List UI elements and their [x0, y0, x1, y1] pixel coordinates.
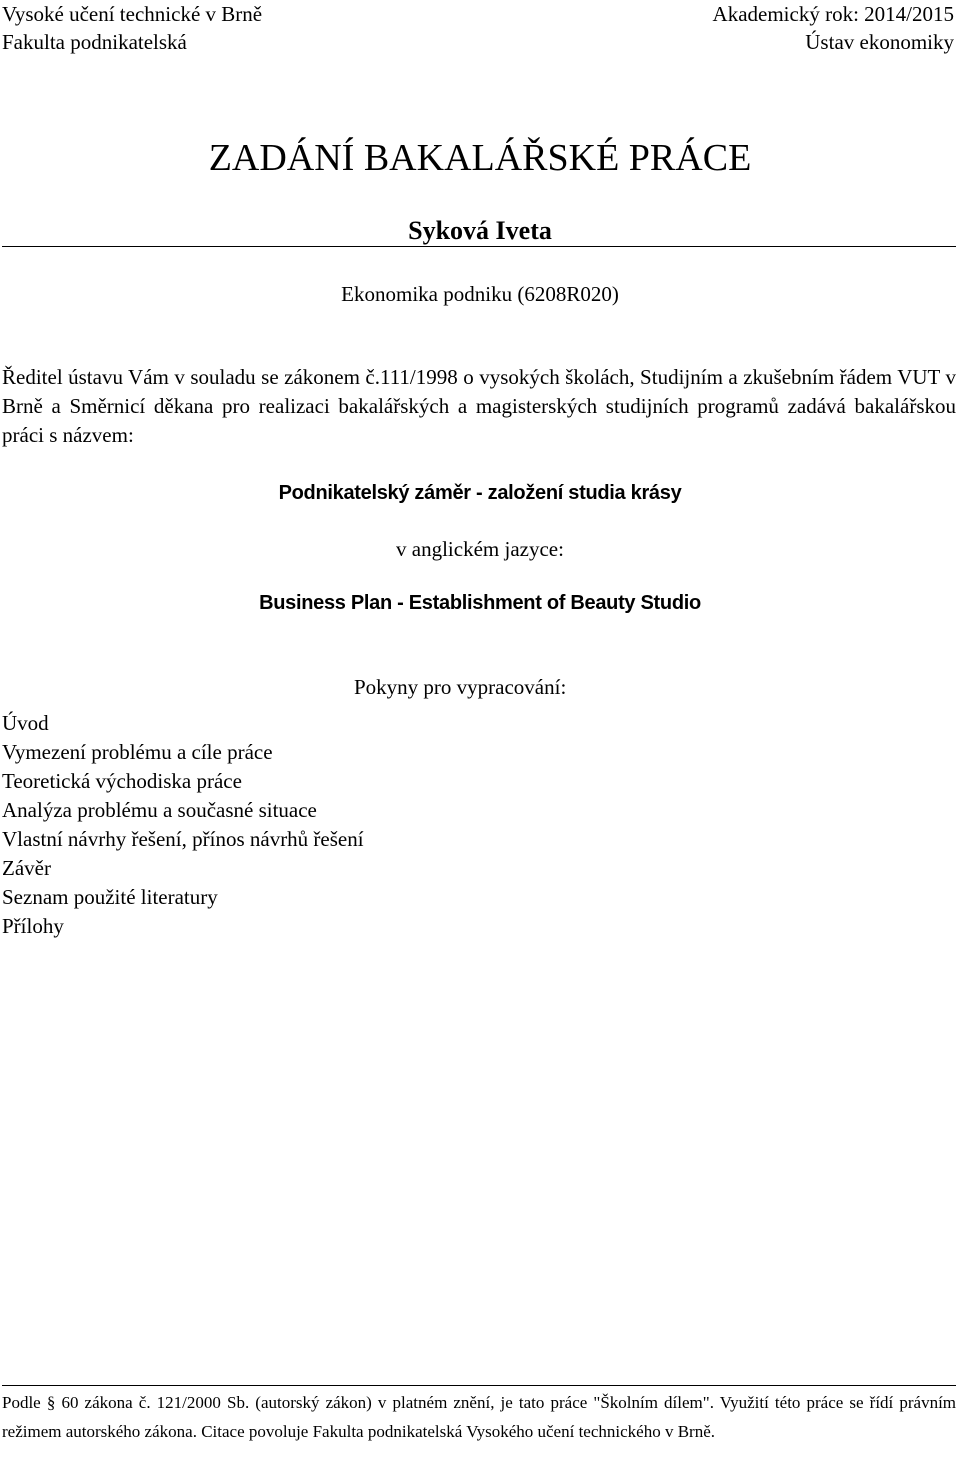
- instruction-item: Teoretická východiska práce: [2, 769, 242, 793]
- instruction-item: Vymezení problému a cíle práce: [2, 740, 273, 764]
- instruction-item: Úvod: [2, 711, 49, 735]
- instruction-item: Vlastní návrhy řešení, přínos návrhů řešení: [2, 827, 364, 851]
- student-name: Syková Iveta: [408, 216, 552, 245]
- footer-text: 60 zákona č. 121/2000 Sb. (autorský zákon) v platném znění, je tato práce "Školním dílem". Využití této práce se řídí právním režimem autorského zákona. Citace povoluje Fakulta podnikatelská Vysokého učení technického v Brně.: [2, 1393, 957, 1441]
- academic-year: Akademický rok: 2014/2015: [712, 2, 954, 26]
- instruction-item: Přílohy: [2, 914, 64, 938]
- student-divider: [2, 246, 956, 247]
- intro-paragraph: Ředitel ústavu Vám v souladu se zákonem č.111/1998 o vysokých školách, Studijním a zkušebním řádem VUT v Brně a Směrnicí děkana pro realizaci bakalářských a magisterských studijních programů zadává bakalářskou práci s názvem:: [2, 365, 956, 447]
- instruction-item: Závěr: [2, 856, 51, 880]
- instructions-list: [2, 709, 364, 941]
- instruction-item: Analýza problému a současné situace: [2, 798, 317, 822]
- footer-prefix: Podle: [2, 1393, 41, 1412]
- study-program: Ekonomika podniku (6208R020): [341, 282, 619, 306]
- institute-name: Ústav ekonomiky: [805, 30, 954, 54]
- footer-divider: [2, 1385, 956, 1386]
- english-language-label: v anglickém jazyce:: [396, 537, 564, 561]
- section-symbol: §: [46, 1393, 56, 1412]
- instruction-item: Seznam použité literatury: [2, 885, 218, 909]
- university-name: Vysoké učení technické v Brně: [2, 2, 263, 26]
- document-title: ZADÁNÍ BAKALÁŘSKÉ PRÁCE: [208, 137, 752, 179]
- faculty-name: Fakulta podnikatelská: [2, 30, 187, 54]
- thesis-title-czech: Podnikatelský záměr - založení studia krásy: [278, 482, 682, 504]
- thesis-title-english: Business Plan - Establishment of Beauty Studio: [259, 592, 701, 614]
- copyright-notice: [2, 1388, 956, 1446]
- instructions-heading: Pokyny pro vypracování:: [354, 675, 567, 699]
